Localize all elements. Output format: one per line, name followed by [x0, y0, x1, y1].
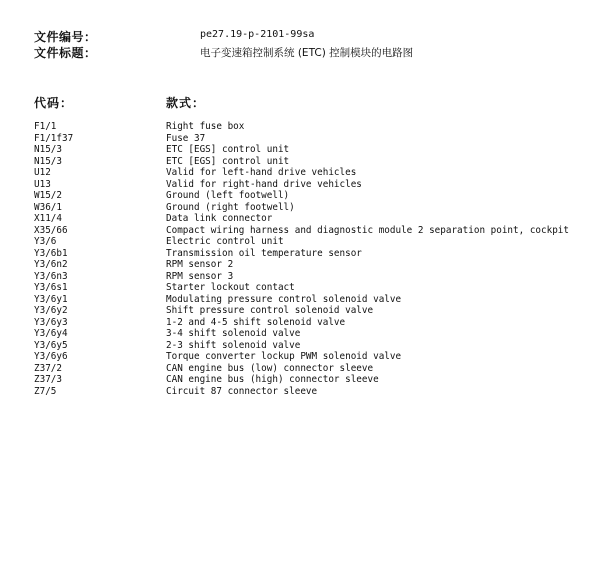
code-column-header: 代码： — [34, 96, 74, 110]
list-item — [34, 351, 594, 363]
component-code: Z37/2 — [34, 362, 62, 374]
component-description: Starter lockout contact — [166, 282, 295, 293]
component-code: N15/3 — [34, 144, 62, 155]
file-title-row — [34, 44, 594, 60]
component-description: Right fuse box — [166, 121, 245, 132]
list-item — [34, 374, 594, 386]
list-item — [34, 340, 594, 352]
file-number-label: 文件编号： — [34, 30, 97, 44]
component-code: W15/2 — [34, 190, 62, 201]
component-description: Shift pressure control solenoid valve — [166, 305, 374, 316]
file-number-value: pe27.19-p-2101-99sa — [200, 29, 315, 40]
component-description: Electric control unit — [166, 236, 284, 247]
component-description: CAN engine bus (high) connector sleeve — [166, 374, 379, 385]
component-description: Torque converter lockup PWM solenoid valve — [166, 351, 402, 362]
component-code: Y3/6y2 — [34, 305, 68, 316]
list-item — [34, 282, 594, 294]
component-code: N15/3 — [34, 155, 62, 167]
list-item — [34, 156, 594, 168]
component-code: U12 — [34, 167, 51, 178]
list-item — [34, 213, 594, 225]
component-description: Modulating pressure control solenoid valve — [166, 293, 402, 305]
component-code: F1/1 — [34, 121, 57, 132]
component-description: Valid for right-hand drive vehicles — [166, 178, 362, 190]
component-description: Circuit 87 connector sleeve — [166, 385, 318, 397]
list-item — [34, 386, 594, 398]
list-item — [34, 248, 594, 260]
component-code: U13 — [34, 178, 51, 190]
list-item — [34, 225, 594, 237]
component-code: X35/66 — [34, 224, 68, 236]
component-code: F1/1f37 — [34, 132, 74, 144]
list-item — [34, 190, 594, 202]
component-description: ETC [EGS] control unit — [166, 155, 290, 167]
component-code: Y3/6s1 — [34, 282, 68, 293]
list-item — [34, 363, 594, 375]
component-code: Y3/6y3 — [34, 316, 68, 328]
list-item — [34, 133, 594, 145]
component-description: Transmission oil temperature sensor — [166, 247, 362, 259]
component-description: Ground (right footwell) — [166, 201, 295, 213]
component-description: 1-2 and 4-5 shift solenoid valve — [166, 316, 346, 328]
component-description: Fuse 37 — [166, 132, 206, 144]
list-item — [34, 271, 594, 283]
component-description: Valid for left-hand drive vehicles — [166, 167, 357, 178]
list-item — [34, 259, 594, 271]
list-item — [34, 305, 594, 317]
list-item — [34, 294, 594, 306]
component-description: Compact wiring harness and diagnostic module 2 separation point, cockpit — [166, 224, 569, 236]
file-number-row — [34, 28, 594, 44]
list-item — [34, 236, 594, 248]
description-column-header: 款式： — [166, 96, 206, 110]
component-code: Z7/5 — [34, 385, 57, 397]
list-item — [34, 144, 594, 156]
component-code: Y3/6 — [34, 236, 57, 247]
component-code: Z37/3 — [34, 374, 62, 385]
component-description: 3-4 shift solenoid valve — [166, 328, 301, 339]
component-description: CAN engine bus (low) connector sleeve — [166, 362, 374, 374]
list-item — [34, 121, 594, 133]
code-list — [34, 121, 594, 397]
component-code: Y3/6n3 — [34, 270, 68, 282]
component-description: RPM sensor 2 — [166, 259, 234, 270]
component-code: Y3/6y6 — [34, 351, 68, 362]
list-item — [34, 328, 594, 340]
list-item — [34, 202, 594, 214]
list-item — [34, 317, 594, 329]
component-code: Y3/6y1 — [34, 293, 68, 305]
component-description: RPM sensor 3 — [166, 270, 234, 282]
component-description: Ground (left footwell) — [166, 190, 290, 201]
component-code: Y3/6b1 — [34, 247, 68, 259]
list-item — [34, 179, 594, 191]
component-code: W36/1 — [34, 201, 62, 213]
file-title-label: 文件标题： — [34, 46, 97, 60]
component-code: Y3/6y5 — [34, 339, 68, 351]
component-description: ETC [EGS] control unit — [166, 144, 290, 155]
component-code: X11/4 — [34, 213, 62, 224]
file-title-value: 电子变速箱控制系统 (ETC) 控制模块的电路图 — [200, 47, 414, 59]
component-description: Data link connector — [166, 213, 273, 224]
component-code: Y3/6n2 — [34, 259, 68, 270]
component-description: 2-3 shift solenoid valve — [166, 339, 301, 351]
component-code: Y3/6y4 — [34, 328, 68, 339]
list-item — [34, 167, 594, 179]
